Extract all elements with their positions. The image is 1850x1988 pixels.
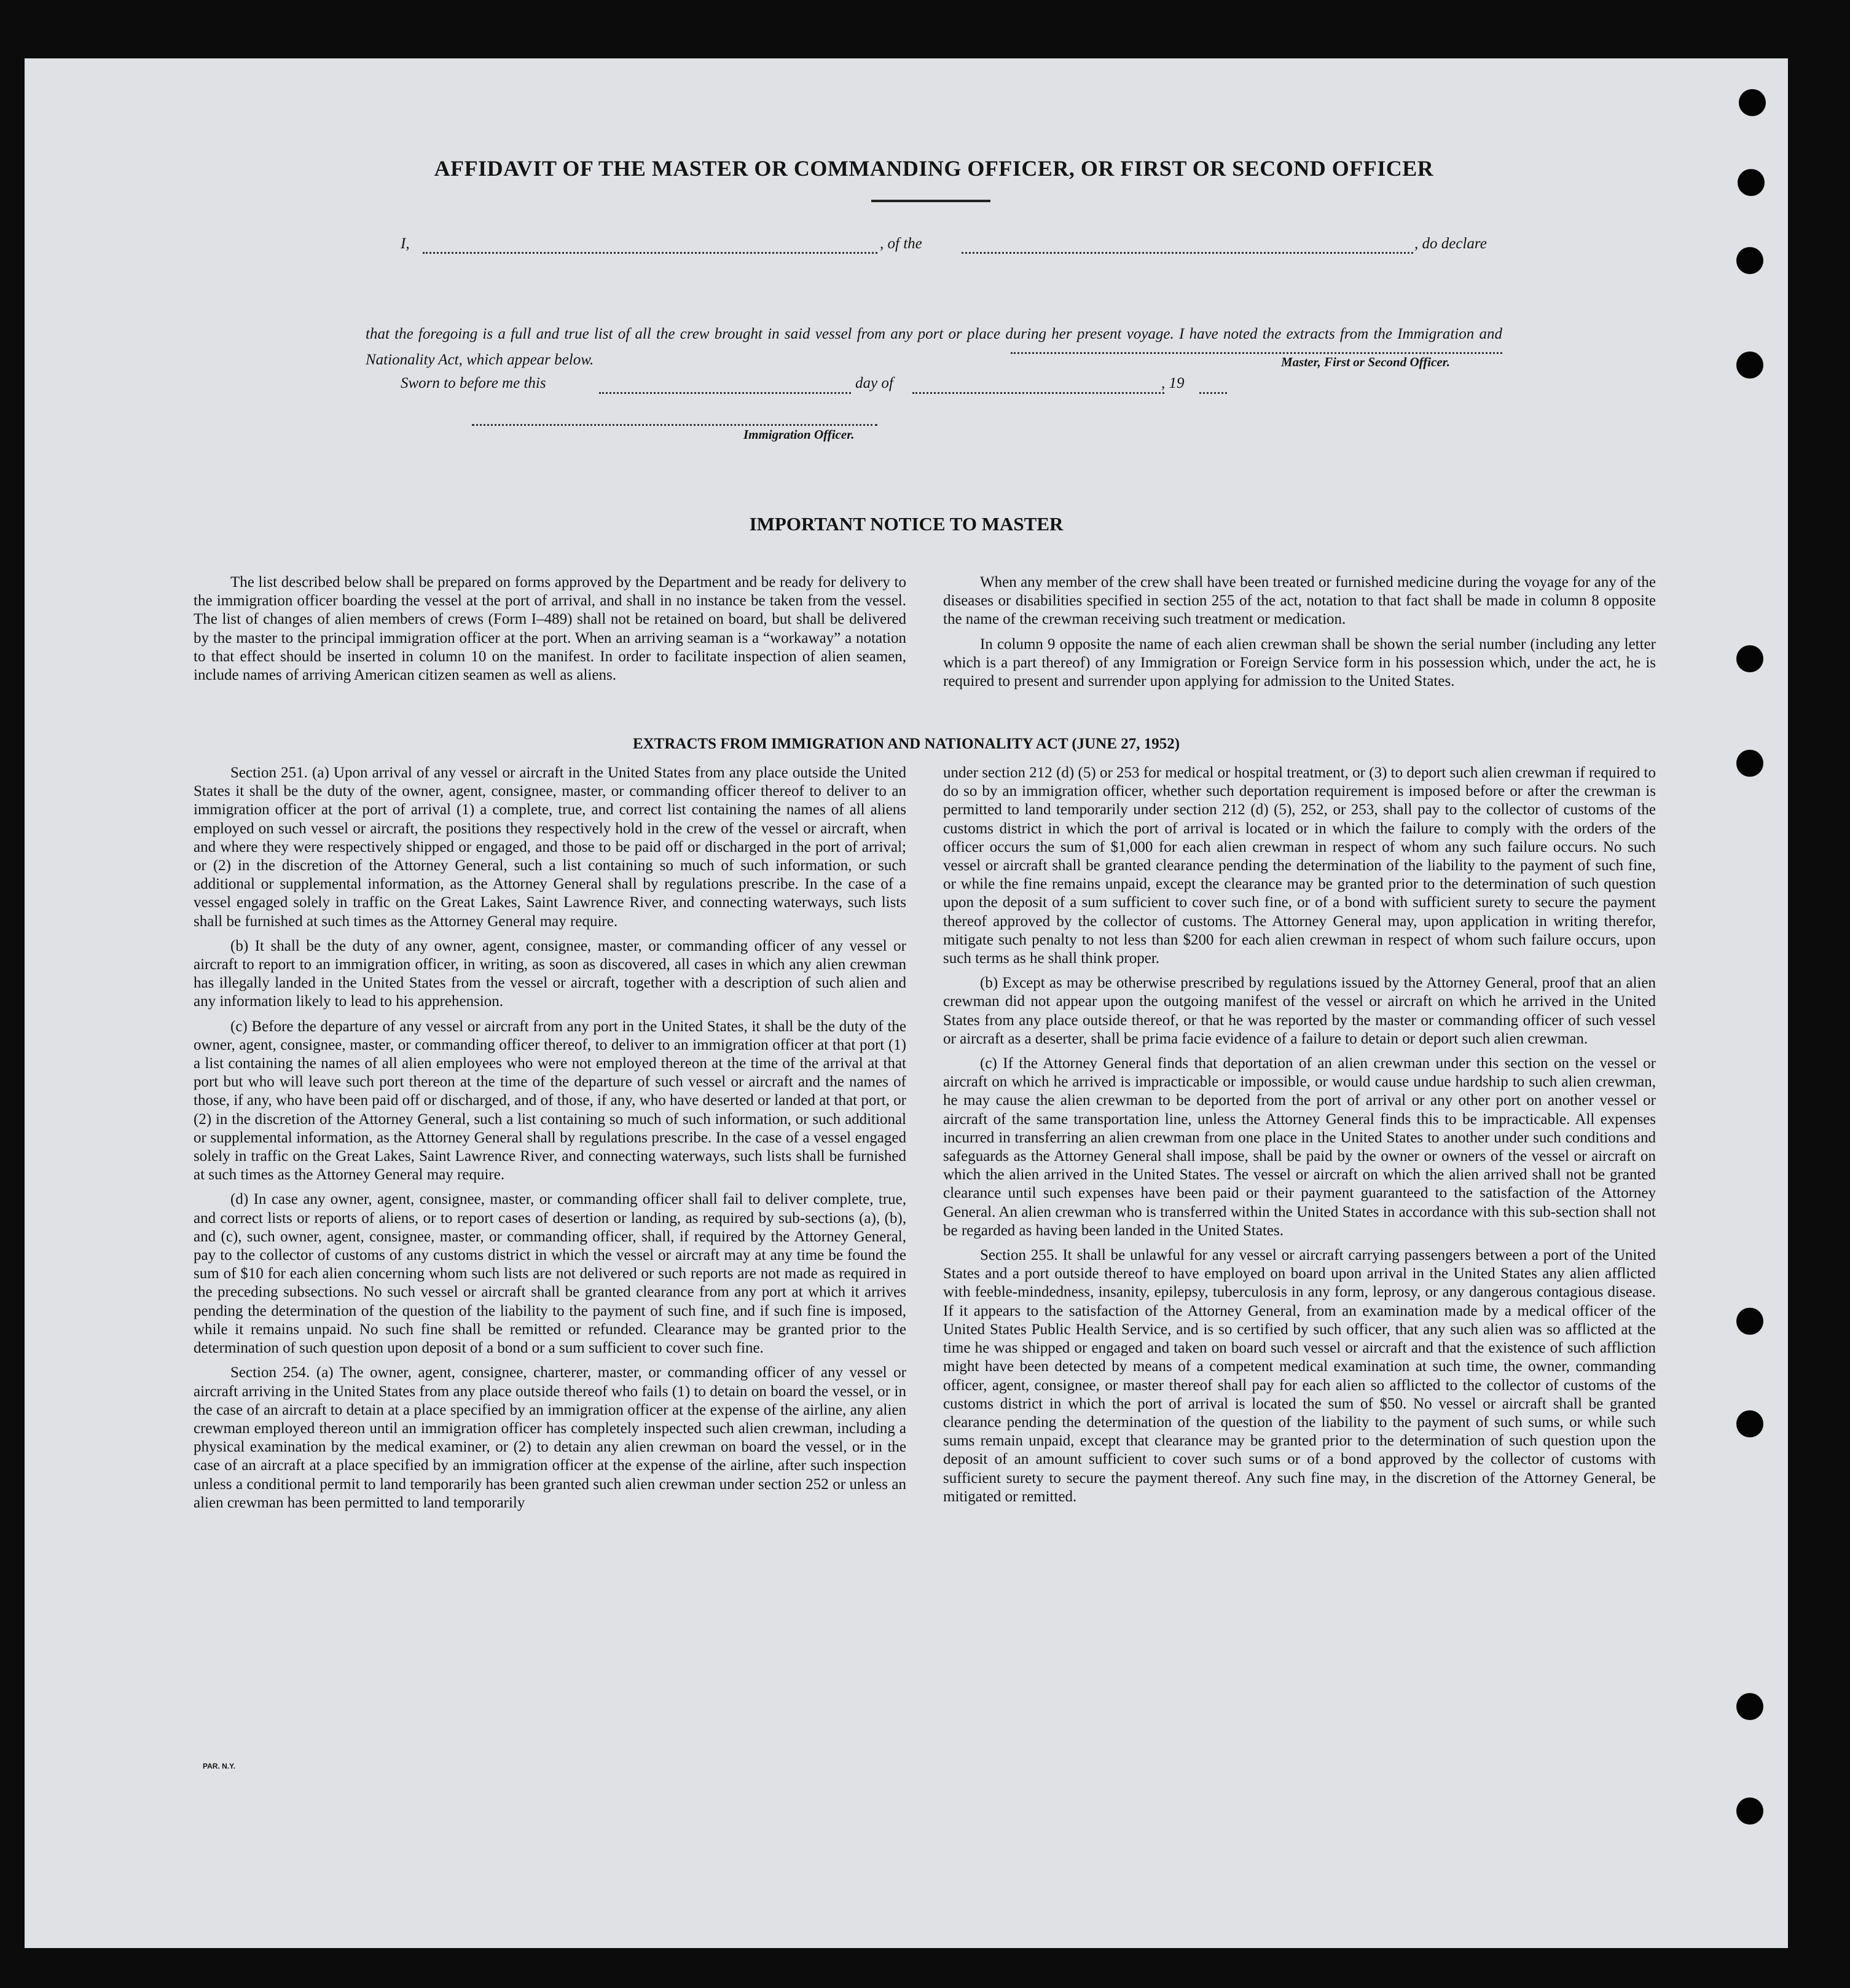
punch-hole bbox=[1736, 247, 1763, 274]
extract-paragraph: (c) Before the departure of any vessel or aircraft from any port in the United States, it shall be the duty of the owner, agent, consignee, master, or commanding officer thereof, to deliver to an immigration officer at that port (1) a list containing the names of all alien employees who were not employed thereon at the time of the arrival at that port but who will leave such port thereon at the time of the departure of such vessel or aircraft and the names of those, if any, who have been paid off or discharged, and of those, if any, who have deserted or landed at that port, or (2) in the discretion of the Attorney General, such a list containing so much of such information, or such additional or supplemental information, as the Attorney General shall by regulations prescribe. In the case of a vessel engaged solely in traffic on the Great Lakes, Saint Lawrence River, and connecting waterways, such lists shall be furnished at such times as the Attorney General may require. bbox=[194, 1018, 906, 1184]
notice-paragraph: When any member of the crew shall have been treated or furnished medicine during the voyage for any of the diseases or disabilities specified in section 255 of the act, notation to that fact shall be made in column 8 opposite the name of the crewman receiving such treatment or medication. bbox=[943, 574, 1656, 628]
extract-paragraph: Section 255. It shall be unlawful for any vessel or aircraft carrying passengers between a port of the United States and a port outside thereof to have employed on board upon arrival in the United States any alien afflicted with feeble-mindedness, insanity, epilepsy, tuberculosis in any form, leprosy, or any dangerous contagious disease. If it appears to the satisfaction of the Attorney General, from an examination made by a medical officer of the United States Public Health Service, and is so certified by such officer, that any such alien was so afflicted at the time he was shipped or engaged and taken on board such vessel or aircraft and that the existence of such affliction might have been detected by means of a competent medical examination at such time, the owner, commanding officer, agent, consignee, or master thereof shall pay for each alien so afflicted to the collector of customs of the customs district in which the port of arrival is located the sum of $50. No vessel or aircraft shall be granted clearance pending the determination of the question of the liability to the payment of such sums, or while such sums remain unpaid, except that clearance may be granted prior to the determination of such question upon the deposit of an amount sufficient to cover such sums or of a bond approved by the collector of customs with sufficient surety to secure the payment thereof. Any such fine may, in the discretion of the Attorney General, be mitigated or remitted. bbox=[943, 1247, 1656, 1505]
punch-hole bbox=[1736, 1693, 1763, 1720]
sworn-day-field[interactable] bbox=[599, 392, 851, 394]
vessel-field[interactable] bbox=[962, 252, 1413, 254]
extract-paragraph: Section 251. (a) Upon arrival of any vessel or aircraft in the United States from any place outside the United States it shall be the duty of the owner, agent, consignee, master, or commanding officer thereof to deliver to an immigration officer at the port of arrival (1) a complete, true, and correct list containing the names of all aliens employed on such vessel or aircraft, the positions they respectively hold in the crew of the vessel or aircraft, when and where they were respectively shipped or engaged, and those to be paid off or discharged in the port of arrival; or (2) in the discretion of the Attorney General, such a list containing so much of such information, or such additional or supplemental information, as the Attorney General shall by regulations prescribe. In the case of a vessel engaged solely in traffic on the Great Lakes, Saint Lawrence River, and connecting waterways, such lists shall be furnished at such times as the Attorney General may require. bbox=[194, 764, 906, 930]
sworn-month-field[interactable] bbox=[912, 392, 1164, 394]
notice-left-column bbox=[194, 573, 906, 691]
punch-hole bbox=[1736, 1308, 1763, 1335]
notice-paragraph: The list described below shall be prepared on forms approved by the Department and be ready for delivery to the immigration officer boarding the vessel at the port of arrival, and shall in no instance be taken from the vessel. The list of changes of alien members of crews (Form I–489) shall not be retained on board, but shall be delivered by the master to the principal immigration officer at the port. When an arriving seaman is a “workaway” a notation to that effect should be inserted in column 10 on the manifest. In order to facilitate inspection of alien seamen, include names of arriving American citizen seamen as well as aliens. bbox=[194, 574, 906, 684]
punch-hole bbox=[1738, 169, 1765, 196]
sworn-label: Sworn to before me this bbox=[401, 375, 546, 391]
punch-hole bbox=[1739, 89, 1766, 116]
punch-hole bbox=[1736, 750, 1763, 777]
declaration-statement: that the foregoing is a full and true list of all the crew brought in said vessel from any port or place during her present voyage. I have noted the extracts from the Immigration and Nationality Act, which appear below. bbox=[366, 326, 1502, 368]
name-field[interactable] bbox=[423, 252, 877, 254]
officer-signature-label: Immigration Officer. bbox=[743, 427, 855, 442]
extract-paragraph: under section 212 (d) (5) or 253 for medical or hospital treatment, or (3) to deport such alien crewman if required to do so by an immigration officer, whether such deportation requirement is imposed before or after the crewman is permitted to land temporarily under section 212 (d) (5), 252, or 253, shall pay to the collector of customs of the customs district in which the port of arrival is located or in which the failure to comply with the orders of the officer occurs the sum of $1,000 for each alien crewman in respect of whom any such failure occurs. No such vessel or aircraft shall be granted clearance pending the determination of the liability to the payment of such fine, or while the fine remains unpaid, except the clearance may be granted prior to the determination of such question upon the deposit of a sum sufficient to cover such fine, or of a bond with sufficient surety to secure the payment thereof approved by the collector of customs. The Attorney General may, upon application in writing therefor, mitigate such penalty to not less than $200 for each alien crewman in respect of whom such failure occurs, upon such terms as he shall think proper. bbox=[943, 764, 1656, 967]
notice-title: IMPORTANT NOTICE TO MASTER bbox=[749, 513, 1064, 535]
extract-paragraph: Section 254. (a) The owner, agent, consignee, charterer, master, or commanding officer of any vessel or aircraft arriving in the United States from any place outside thereof who fails (1) to detain on board the vessel, or in the case of an aircraft to detain at a place specified by an immigration officer at the expense of the airline, any alien crewman employed thereon until an immigration officer has completely inspected such alien crewman, including a physical examination by the medical examiner, or (2) to detain any alien crewman on board the vessel, or in the case of an aircraft at a place specified by an immigration officer at the expense of the airline, after such inspection unless a conditional permit to land temporarily has been granted such alien crewman under section 252 or unless an alien crewman has been permitted to land temporarily bbox=[194, 1364, 906, 1511]
punch-hole bbox=[1736, 645, 1763, 672]
master-signature-line[interactable] bbox=[1011, 352, 1502, 354]
extracts-title: EXTRACTS FROM IMMIGRATION AND NATIONALITY ACT (JUNE 27, 1952) bbox=[632, 736, 1180, 752]
do-declare-label: , do declare bbox=[1414, 235, 1487, 252]
extract-paragraph: (d) In case any owner, agent, consignee, master, or commanding officer shall fail to deliver complete, true, and correct lists or reports of aliens, or to report cases of desertion or landing, as required by sub-sections (a), (b), and (c), such owner, agent, consignee, master, or commanding officer, shall, if required by the Attorney General, pay to the collector of customs of any customs district in which the vessel or aircraft may at any time be found the sum of $10 for each alien concerning whom such lists are not delivered or such reports are not made as required in the preceding subsections. No such vessel or aircraft shall be granted clearance from any port at which it arrives pending the determination of the question of the liability to the payment of such fine, and if such fine is imposed, while it remains unpaid. No such fine shall be remitted or refunded. Clearance may be granted prior to the determination of such question upon deposit of a bond or a sum sufficient to cover such fine. bbox=[194, 1191, 906, 1357]
year-label: , 19 bbox=[1161, 375, 1185, 391]
master-signature-label: Master, First or Second Officer. bbox=[1281, 355, 1450, 369]
extracts-right-column bbox=[943, 764, 1656, 1512]
notice-right-column bbox=[943, 573, 1656, 697]
extract-paragraph: (b) It shall be the duty of any owner, agent, consignee, master, or commanding officer of any vessel or aircraft to report to an immigration officer, in writing, as soon as discovered, all cases in which any alien crewman has illegally landed in the United States from the vessel or aircraft, together with a description of such alien and any information likely to lead to his apprehension. bbox=[194, 937, 906, 1010]
officer-signature-line[interactable] bbox=[472, 424, 877, 426]
printer-mark: PAR. N.Y. bbox=[203, 1762, 236, 1770]
document-page bbox=[25, 58, 1788, 1948]
sworn-year-field[interactable] bbox=[1199, 392, 1227, 394]
notice-paragraph: In column 9 opposite the name of each alien crewman shall be shown the serial number (including any letter which is a part thereof) of any Immigration or Foreign Service form in his possession which, under the act, he is required to present and surrender upon applying for admission to the United States. bbox=[943, 635, 1656, 690]
day-of-label: day of bbox=[855, 375, 893, 391]
punch-hole bbox=[1736, 1797, 1763, 1825]
affidavit-title: AFFIDAVIT OF THE MASTER OR COMMANDING OFFICER, OR FIRST OR SECOND OFFICER bbox=[434, 156, 1434, 181]
extracts-left-column bbox=[194, 764, 906, 1519]
punch-hole bbox=[1736, 352, 1763, 379]
extract-paragraph: (c) If the Attorney General finds that deportation of an alien crewman under this section on the vessel or aircraft on which he arrived is impracticable or impossible, or would cause undue hardship to such alien crewman, he may cause the alien crewman to be deported from the port of arrival or any other port on another vessel or aircraft of the same transportation line, unless the Attorney General finds this to be impracticable. All expenses incurred in transferring an alien crewman from one place in the United States to another under such conditions and safeguards as the Attorney General shall impose, shall be paid by the owner or owners of the vessel or aircraft on which the alien arrived in the United States. The vessel or aircraft on which the alien arrived shall not be granted clearance until such expenses have been paid or their payment guaranteed to the satisfaction of the Attorney General. An alien crewman who is transferred within the United States in accordance with this sub-section shall not be regarded as having been landed in the United States. bbox=[943, 1055, 1656, 1239]
extract-paragraph: (b) Except as may be otherwise prescribed by regulations issued by the Attorney General, proof that an alien crewman did not appear upon the outgoing manifest of the vessel or aircraft on which he arrived in the United States from any place outside thereof, or that he was reported by the master or commanding officer of such vessel or aircraft as a deserter, shall be prima facie evidence of a failure to detain or deport such alien crewman. bbox=[943, 975, 1656, 1047]
title-divider bbox=[871, 200, 990, 202]
punch-hole bbox=[1736, 1410, 1763, 1437]
i-label: I, bbox=[401, 235, 410, 252]
of-the-label: , of the bbox=[880, 235, 922, 252]
